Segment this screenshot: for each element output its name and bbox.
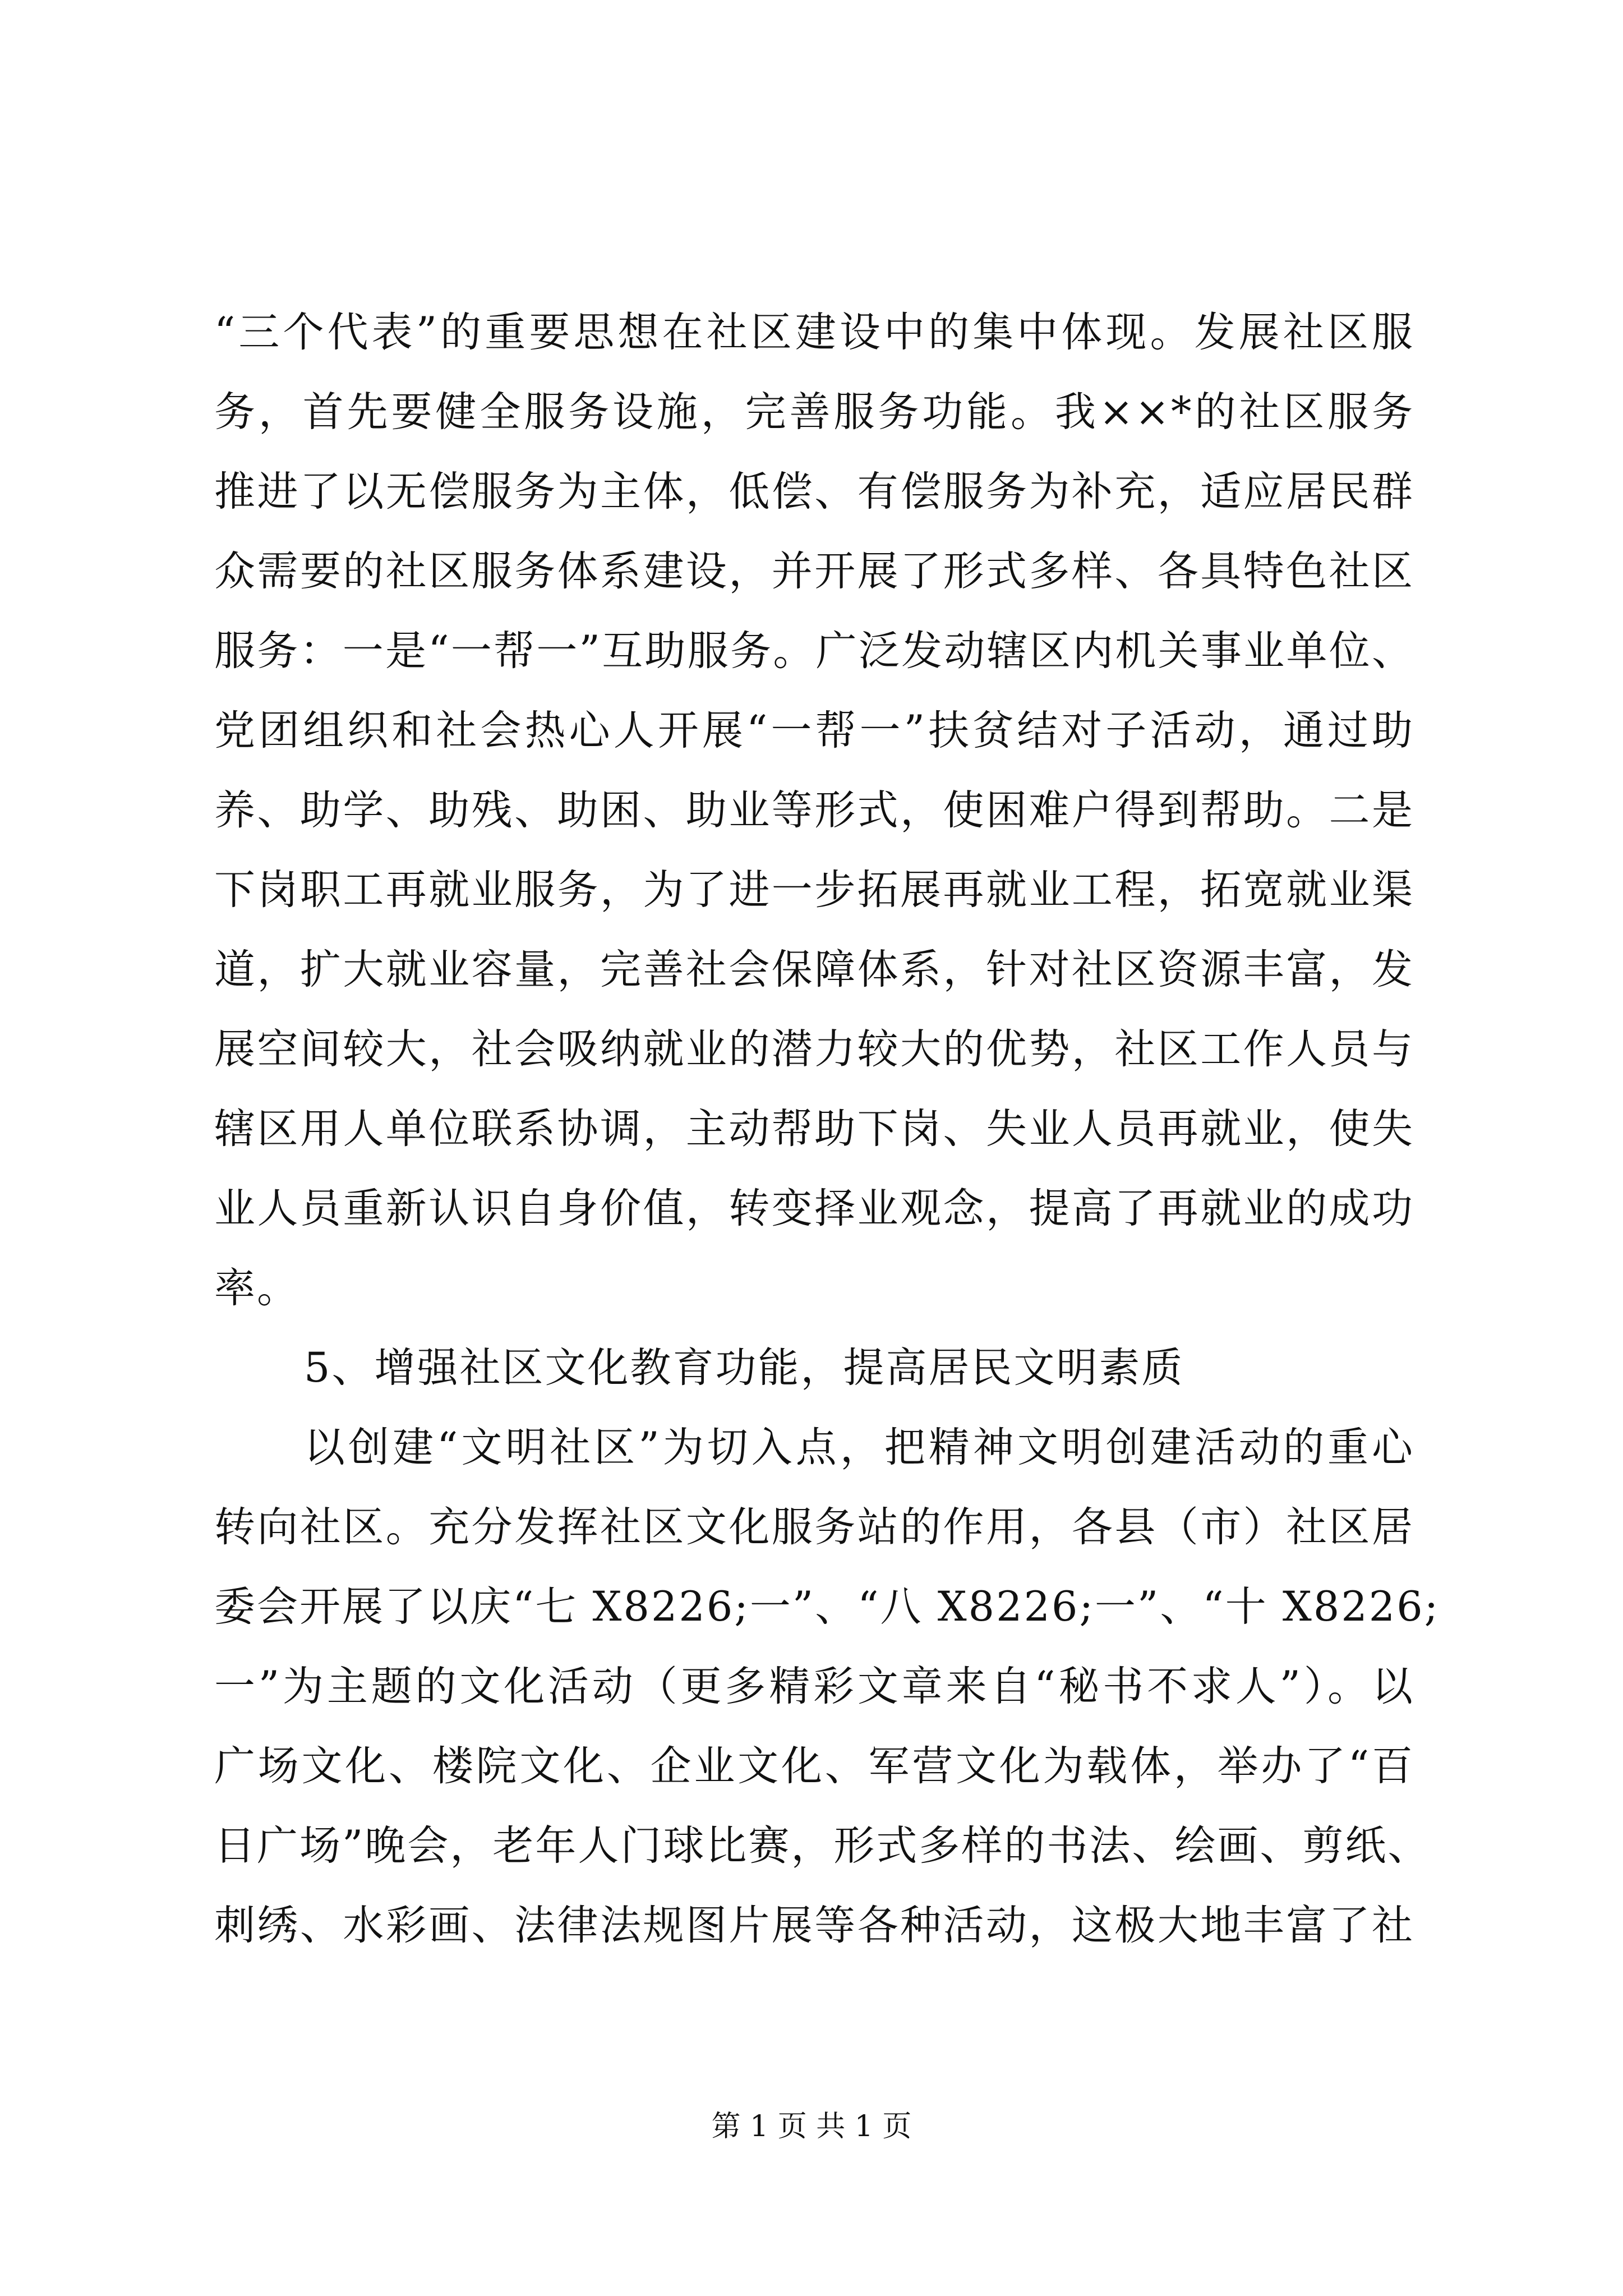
text-line: 辖区用人单位联系协调，主动帮助下岗、失业人员再就业，使失: [214, 1105, 1414, 1153]
paragraph-civilized-community: [214, 1408, 1440, 1966]
text-line: 党团组织和社会热心人开展“一帮一”扶贫结对子活动，通过助: [214, 707, 1414, 754]
section-heading: 5、增强社区文化教育功能，提高居民文明素质: [304, 1344, 1184, 1392]
text-line: 率。: [214, 1264, 299, 1312]
text-line: 展空间较大，社会吸纳就业的潜力较大的优势，社区工作人员与: [214, 1025, 1414, 1073]
text-line: 转向社区。充分发挥社区文化服务站的作用，各县（市）社区居: [214, 1503, 1414, 1551]
document-body: [214, 293, 1440, 1966]
page-number-footer: 第 1 页 共 1 页: [711, 2110, 912, 2143]
text-line: 广场文化、楼院文化、企业文化、军营文化为载体，举办了“百: [214, 1742, 1414, 1790]
text-line: 众需要的社区服务体系建设，并开展了形式多样、各具特色社区: [214, 547, 1414, 595]
text-line: 以创建“文明社区”为切入点，把精神文明创建活动的重心: [304, 1424, 1414, 1471]
paragraph-community-services: [214, 293, 1414, 1328]
text-line: 推进了以无偿服务为主体，低偿、有偿服务为补充，适应居民群: [214, 468, 1414, 516]
text-line: 委会开展了以庆“七 X8226;一”、“八 X8226;一”、“十 X8226;: [214, 1583, 1440, 1631]
text-line: 日广场”晚会，老年人门球比赛，形式多样的书法、绘画、剪纸、: [214, 1822, 1431, 1870]
text-line: “三个代表”的重要思想在社区建设中的集中体现。发展社区服: [214, 309, 1414, 356]
text-line: 刺绣、水彩画、法律法规图片展等各种活动，这极大地丰富了社: [214, 1902, 1414, 1949]
text-line: 道，扩大就业容量，完善社会保障体系，针对社区资源丰富，发: [214, 946, 1414, 993]
text-line: 服务：一是“一帮一”互助服务。广泛发动辖区内机关事业单位、: [214, 627, 1414, 675]
text-line: 业人员重新认识自身价值，转变择业观念，提高了再就业的成功: [214, 1185, 1414, 1232]
text-line: 养、助学、助残、助困、助业等形式，使困难户得到帮助。二是: [214, 786, 1414, 834]
text-line: 务，首先要健全服务设施，完善服务功能。我××*的社区服务: [214, 388, 1414, 436]
text-line: 一”为主题的文化活动（更多精彩文章来自“秘书不求人”）。以: [214, 1663, 1414, 1710]
text-line: 下岗职工再就业服务，为了进一步拓展再就业工程，拓宽就业渠: [214, 866, 1414, 914]
